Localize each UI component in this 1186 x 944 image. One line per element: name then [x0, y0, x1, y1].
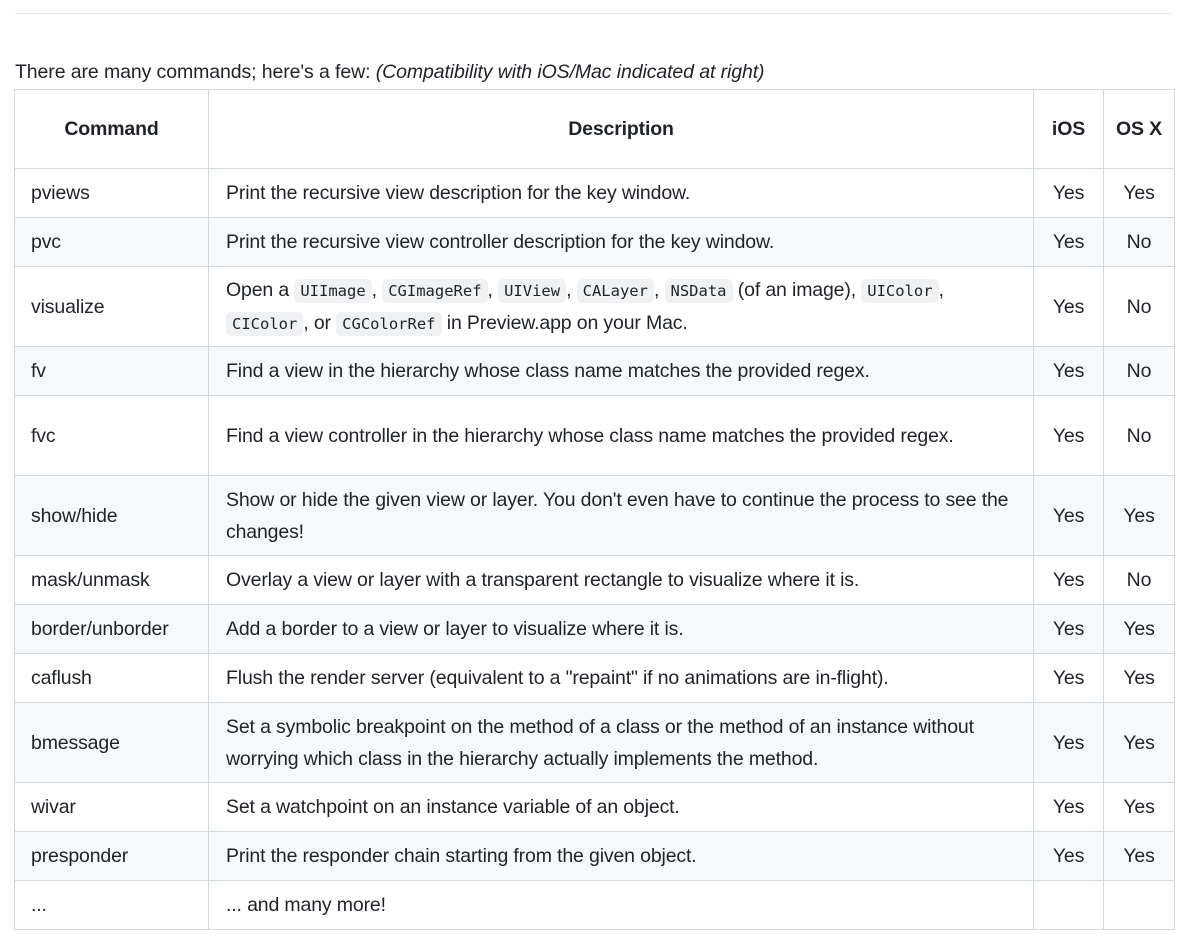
command-cell: mask/unmask	[15, 556, 209, 605]
description-cell: Show or hide the given view or layer. You don't even have to continue the process to see the changes!	[209, 476, 1034, 556]
ios-cell: Yes	[1034, 476, 1104, 556]
command-cell: presponder	[15, 832, 209, 881]
section-divider	[15, 13, 1173, 14]
osx-cell: Yes	[1104, 476, 1175, 556]
command-cell: pvc	[15, 218, 209, 267]
ios-cell: Yes	[1034, 169, 1104, 218]
ios-cell: Yes	[1034, 218, 1104, 267]
header-description: Description	[209, 90, 1034, 169]
description-cell: Open a UIImage , CGImageRef , UIView , CALayer , NSData (of an image), UIColor , CIColor , or CGColorRef in Preview.app on your Mac.	[209, 267, 1034, 347]
osx-cell: No	[1104, 218, 1175, 267]
table-row	[15, 783, 1175, 832]
intro-paragraph	[15, 58, 764, 86]
table-row	[15, 832, 1175, 881]
table-row	[15, 703, 1175, 783]
ios-cell: Yes	[1034, 396, 1104, 476]
ios-cell: Yes	[1034, 832, 1104, 881]
code-uiview: UIView	[498, 279, 566, 303]
osx-cell: Yes	[1104, 832, 1175, 881]
description-cell: Flush the render server (equivalent to a "repaint" if no animations are in-flight).	[209, 654, 1034, 703]
table-row	[15, 218, 1175, 267]
ios-cell: Yes	[1034, 654, 1104, 703]
command-cell: visualize	[15, 267, 209, 347]
command-cell: bmessage	[15, 703, 209, 783]
header-ios: iOS	[1034, 90, 1104, 169]
header-osx: OS X	[1104, 90, 1175, 169]
ios-cell: Yes	[1034, 267, 1104, 347]
ios-cell: Yes	[1034, 783, 1104, 832]
osx-cell: No	[1104, 347, 1175, 396]
osx-cell: No	[1104, 396, 1175, 476]
description-cell: Print the recursive view controller description for the key window.	[209, 218, 1034, 267]
header-command: Command	[15, 90, 209, 169]
ios-cell: Yes	[1034, 605, 1104, 654]
commands-table	[14, 89, 1175, 930]
command-cell: show/hide	[15, 476, 209, 556]
ios-cell: Yes	[1034, 703, 1104, 783]
description-cell: Set a watchpoint on an instance variable of an object.	[209, 783, 1034, 832]
osx-cell: Yes	[1104, 783, 1175, 832]
code-cgcolorref: CGColorRef	[336, 312, 441, 336]
description-cell: Print the responder chain starting from the given object.	[209, 832, 1034, 881]
osx-cell: No	[1104, 267, 1175, 347]
osx-cell: Yes	[1104, 169, 1175, 218]
table-row	[15, 267, 1175, 347]
table-row	[15, 396, 1175, 476]
table-row	[15, 476, 1175, 556]
command-cell: fv	[15, 347, 209, 396]
description-cell: ... and many more!	[209, 881, 1034, 930]
ios-cell	[1034, 881, 1104, 930]
osx-cell	[1104, 881, 1175, 930]
description-cell: Find a view in the hierarchy whose class name matches the provided regex.	[209, 347, 1034, 396]
code-cicolor: CIColor	[226, 312, 303, 336]
code-cgimageref: CGImageRef	[382, 279, 487, 303]
table-row	[15, 605, 1175, 654]
table-header-row	[15, 90, 1175, 169]
osx-cell: Yes	[1104, 605, 1175, 654]
osx-cell: No	[1104, 556, 1175, 605]
table-row	[15, 169, 1175, 218]
table-row	[15, 881, 1175, 930]
code-calayer: CALayer	[577, 279, 654, 303]
command-cell: wivar	[15, 783, 209, 832]
ios-cell: Yes	[1034, 556, 1104, 605]
description-cell: Add a border to a view or layer to visualize where it is.	[209, 605, 1034, 654]
command-cell: pviews	[15, 169, 209, 218]
code-uiimage: UIImage	[294, 279, 371, 303]
command-cell: border/unborder	[15, 605, 209, 654]
command-cell: caflush	[15, 654, 209, 703]
table-row	[15, 654, 1175, 703]
table-row	[15, 556, 1175, 605]
compatibility-note: (Compatibility with iOS/Mac indicated at right)	[375, 60, 765, 83]
description-cell: Print the recursive view description for the key window.	[209, 169, 1034, 218]
osx-cell: Yes	[1104, 703, 1175, 783]
table-row	[15, 347, 1175, 396]
ios-cell: Yes	[1034, 347, 1104, 396]
command-cell: ...	[15, 881, 209, 930]
description-cell: Set a symbolic breakpoint on the method of a class or the method of an instance without worrying which class in the hierarchy actually implements the method.	[209, 703, 1034, 783]
code-uicolor: UIColor	[861, 279, 938, 303]
description-cell: Find a view controller in the hierarchy whose class name matches the provided regex.	[209, 396, 1034, 476]
intro-text: There are many commands; here's a few:	[15, 60, 376, 83]
code-nsdata: NSData	[665, 279, 733, 303]
command-cell: fvc	[15, 396, 209, 476]
osx-cell: Yes	[1104, 654, 1175, 703]
description-cell: Overlay a view or layer with a transparent rectangle to visualize where it is.	[209, 556, 1034, 605]
